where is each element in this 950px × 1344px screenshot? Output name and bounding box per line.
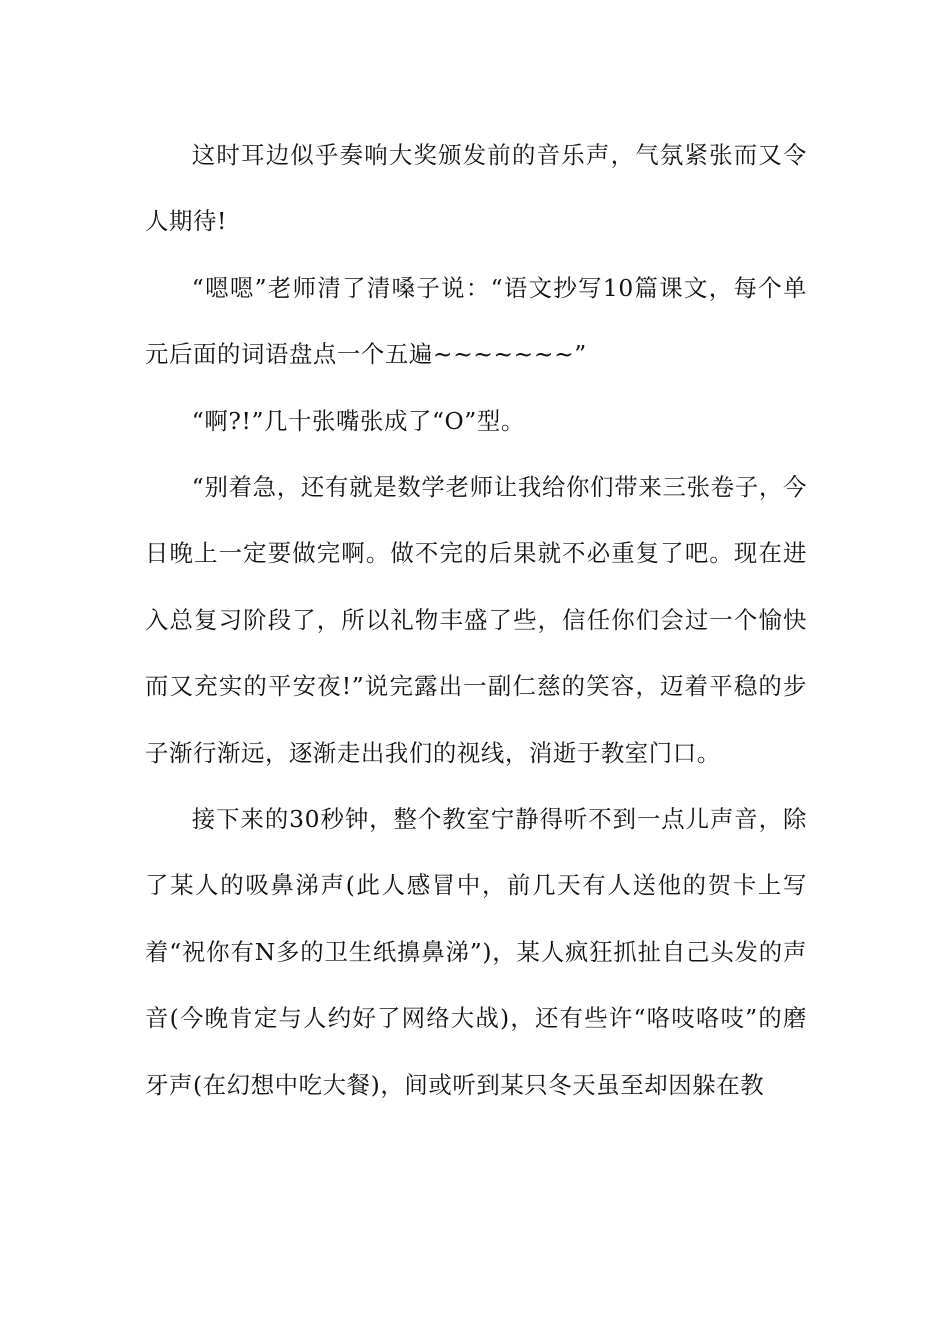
paragraph-1: 这时耳边似乎奏响大奖颁发前的音乐声，气氛紧张而又令人期待! [145, 141, 807, 236]
document-body [145, 122, 807, 1118]
paragraph-4: “别着急，还有就是数学老师让我给你们带来三张卷子，今日晚上一定要做完啊。做不完的后果就不必重复了吧。现在进入总复习阶段了，所以礼物丰盛了些，信任你们会过一个愉快而又充实的平安夜!”说完露出一副仁慈的笑容，迈着平稳的步子渐行渐远，逐渐走出我们的视线，消逝于教室门口。 [145, 473, 807, 767]
paragraph-5: 接下来的30秒钟，整个教室宁静得听不到一点儿声音，除了某人的吸鼻涕声(此人感冒中，前几天有人送他的贺卡上写着“祝你有N多的卫生纸擤鼻涕”)，某人疯狂抓扯自己头发的声音(今晚肯定与人约好了网络大战)，还有些许“咯吱咯吱”的磨牙声(在幻想中吃大餐)，间或听到某只冬天虽至却因躲在教 [145, 805, 807, 1099]
paragraph-3: “啊?!”几十张嘴张成了“O”型。 [191, 406, 525, 435]
paragraph-2: “嗯嗯”老师清了清嗓子说：“语文抄写10篇课文，每个单元后面的词语盘点一个五遍~~~~~~~” [145, 273, 807, 369]
